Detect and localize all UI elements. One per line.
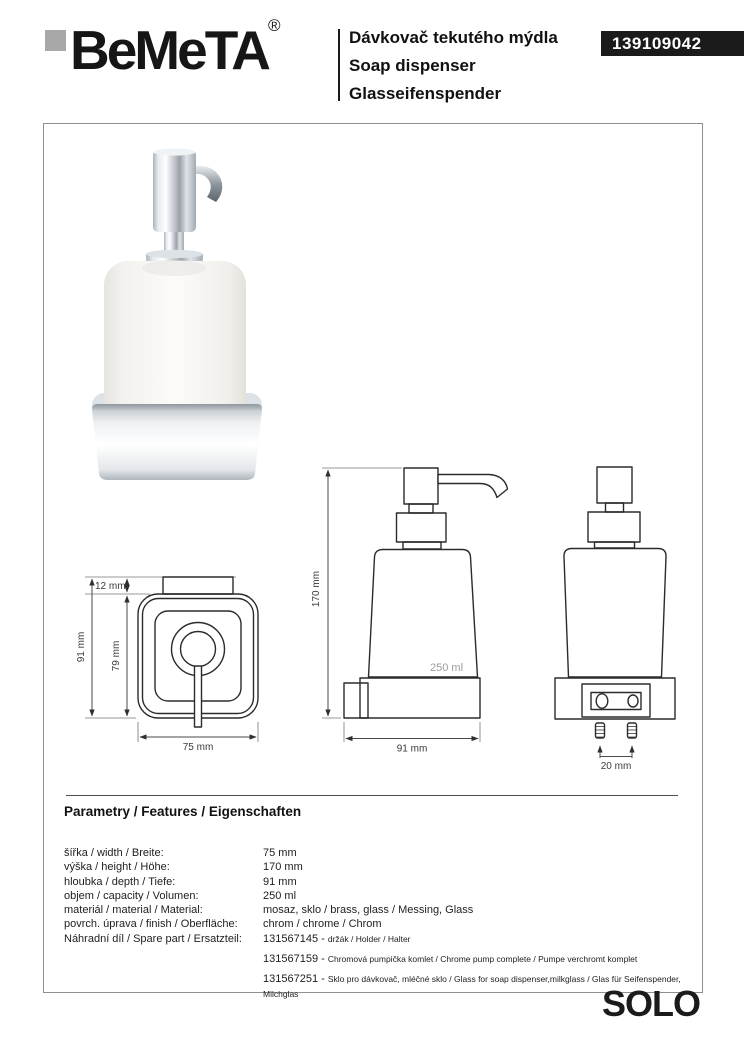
parameters-table — [64, 846, 689, 1001]
dim-label-91mm-top: 91 mm — [76, 631, 87, 663]
spare-part-separator: - — [318, 932, 328, 945]
drawing-front-view — [555, 467, 675, 772]
param-label: výška / height / Höhe: — [64, 861, 170, 874]
spare-part-desc: držák / Holder / Halter — [327, 933, 411, 944]
product-code: 139109042 — [612, 34, 702, 53]
product-title-en: Soap dispenser — [349, 56, 476, 75]
spare-part-desc: Chromová pumpička komlet / Chrome pump complete / Pumpe verchromt komplet — [327, 954, 638, 965]
series-name: SOLO — [601, 983, 700, 1024]
param-row-depth — [64, 875, 689, 889]
registered-trademark: ® — [267, 16, 281, 35]
spare-part-separator: - — [318, 953, 328, 966]
dim-label-12mm: 12 mm — [95, 581, 126, 592]
param-label: materiál / material / Material: — [64, 904, 203, 917]
product-photo — [86, 138, 270, 486]
spare-part-value — [263, 932, 689, 946]
spare-part-code: 131567251 — [263, 973, 319, 986]
param-row-height — [64, 860, 689, 874]
param-value: chrom / chrome / Chrom — [263, 918, 382, 931]
dim-label-20mm: 20 mm — [600, 761, 632, 772]
spare-part-value — [263, 952, 689, 966]
param-label: Náhradní díl / Spare part / Ersatzteil: — [64, 932, 242, 945]
spare-part-separator: - — [318, 973, 328, 986]
param-row-finish — [64, 917, 689, 931]
product-title-de: Glasseifenspender — [349, 84, 502, 103]
param-label-empty — [64, 972, 263, 1001]
dim-label-170mm: 170 mm — [311, 570, 322, 608]
parameters-divider — [66, 795, 678, 796]
param-label: hloubka / depth / Tiefe: — [64, 875, 176, 888]
param-row-spare-part-3 — [64, 972, 689, 1001]
param-row-spare-part-1 — [64, 932, 689, 946]
product-titles — [349, 24, 558, 108]
brand-logo — [70, 16, 280, 82]
param-row-capacity — [64, 889, 689, 903]
param-value: 170 mm — [263, 861, 303, 874]
technical-drawings — [43, 440, 702, 792]
spare-part-desc: Sklo pro dávkovač, mléčné sklo / Glass for soap dispenser,milkglass / Glas für Seifenspender, Milchglas — [263, 974, 681, 999]
product-title-cs: Dávkovač tekutého mýdla — [349, 28, 558, 47]
header-divider — [338, 29, 340, 101]
spare-part-code: 131567145 — [263, 932, 319, 945]
capacity-label: 250 ml — [430, 662, 464, 674]
brand-logo-text: BeMeTA — [70, 19, 268, 81]
param-row-material — [64, 903, 689, 917]
brand-mark-square-icon — [45, 30, 66, 51]
param-value: 91 mm — [263, 875, 297, 888]
param-value: mosaz, sklo / brass, glass / Messing, Glass — [263, 904, 474, 917]
param-label: šířka / width / Breite: — [64, 847, 164, 859]
param-value: 250 ml — [263, 889, 297, 902]
mounting-screws — [596, 723, 637, 738]
dim-label-91mm-side: 91 mm — [396, 743, 428, 755]
param-label-empty — [64, 952, 263, 966]
parameters-heading: Parametry / Features / Eigenschaften — [64, 804, 302, 819]
dim-label-79mm: 79 mm — [111, 640, 122, 672]
spare-part-code: 131567159 — [263, 953, 319, 966]
drawing-side-view — [311, 468, 508, 755]
product-code-badge — [601, 31, 744, 56]
param-label: povrch. úprava / finish / Oberfläche: — [64, 918, 238, 931]
param-value: 75 mm — [263, 847, 297, 859]
param-label: objem / capacity / Volumen: — [64, 889, 199, 902]
param-row-spare-part-2 — [64, 952, 689, 966]
drawing-top-view — [76, 577, 258, 753]
dim-label-75mm: 75 mm — [182, 742, 214, 753]
param-row-width — [64, 846, 689, 860]
